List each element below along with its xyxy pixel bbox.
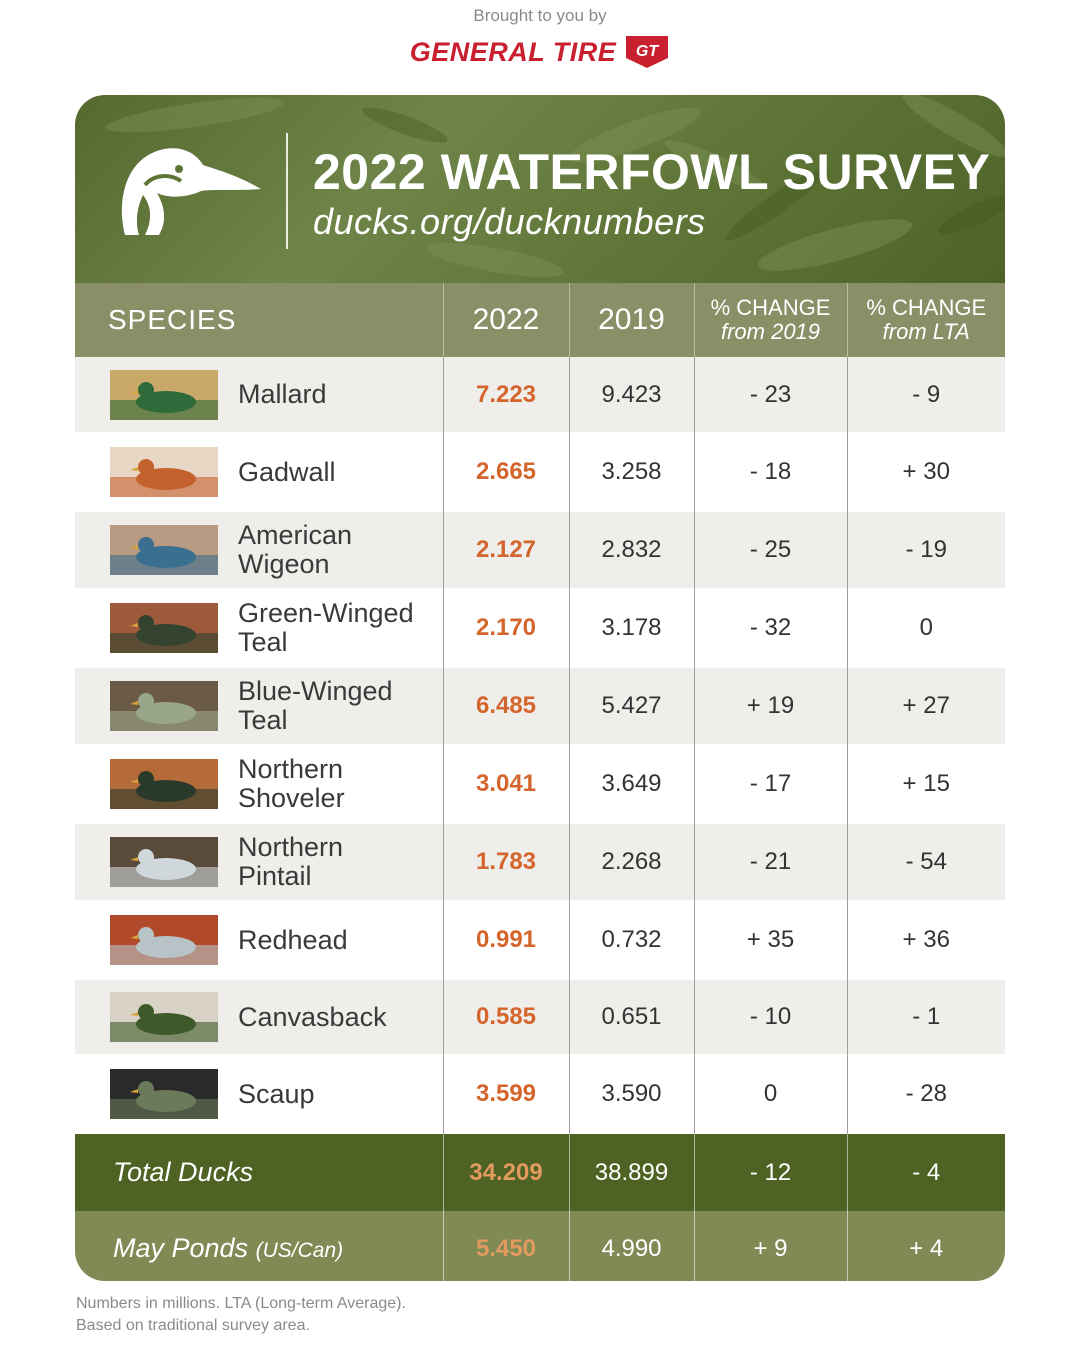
species-name-line-1: Northern — [238, 754, 344, 784]
species-name-line-1: Gadwall — [238, 456, 336, 487]
species-cell — [75, 1054, 443, 1134]
table-row — [75, 588, 1005, 668]
total-change-lta: - 4 — [847, 1134, 1005, 1211]
species-name — [238, 833, 343, 891]
value-2019: 0.732 — [569, 900, 694, 980]
change-from-2019: - 21 — [694, 824, 847, 900]
species-cell — [75, 980, 443, 1054]
change-from-2019: - 25 — [694, 512, 847, 588]
value-2022: 3.041 — [443, 744, 569, 824]
pintail-photo-icon — [110, 837, 218, 887]
col-header-species: SPECIES — [108, 304, 237, 335]
species-name — [238, 380, 327, 409]
change-from-2019: - 10 — [694, 980, 847, 1054]
may-ponds-row — [75, 1211, 1005, 1281]
species-cell — [75, 668, 443, 744]
change-from-2019: + 19 — [694, 668, 847, 744]
footnote-line-2: Based on traditional survey area. — [76, 1317, 310, 1334]
ponds-2022: 5.450 — [443, 1211, 569, 1281]
value-2022: 0.991 — [443, 900, 569, 980]
change-from-lta: - 19 — [847, 512, 1005, 588]
value-2022: 3.599 — [443, 1054, 569, 1134]
table-row — [75, 1054, 1005, 1134]
footnote-line-1: Numbers in millions. LTA (Long-term Average). — [76, 1295, 406, 1312]
ponds-label — [75, 1211, 443, 1281]
table-row — [75, 512, 1005, 588]
species-name-line-2: Teal — [238, 627, 288, 657]
value-2022: 2.170 — [443, 588, 569, 668]
change-from-lta: - 9 — [847, 357, 1005, 432]
change-from-2019: - 32 — [694, 588, 847, 668]
ponds-label-sub: (US/Can) — [255, 1239, 344, 1262]
col-header-change-2019-bottom: from 2019 — [720, 319, 821, 344]
shoveler-photo-icon — [110, 759, 218, 809]
value-2022: 7.223 — [443, 357, 569, 432]
gt-badge-text: GT — [636, 43, 659, 60]
species-name — [238, 521, 352, 579]
total-ducks-row — [75, 1134, 1005, 1211]
species-cell — [75, 357, 443, 432]
change-from-lta: - 28 — [847, 1054, 1005, 1134]
blue-winged-teal-photo-icon — [110, 681, 218, 731]
mallard-photo-icon — [110, 370, 218, 420]
species-name-line-1: Redhead — [238, 924, 348, 955]
species-name — [238, 755, 345, 813]
table-row — [75, 980, 1005, 1054]
species-name-line-2: Teal — [238, 705, 288, 735]
total-2022: 34.209 — [443, 1134, 569, 1211]
species-cell — [75, 432, 443, 512]
gadwall-photo-icon — [110, 447, 218, 497]
change-from-lta: 0 — [847, 588, 1005, 668]
survey-table — [75, 283, 1005, 1281]
change-from-2019: + 35 — [694, 900, 847, 980]
species-name-line-1: Canvasback — [238, 1001, 387, 1032]
value-2019: 2.268 — [569, 824, 694, 900]
species-name-line-2: Wigeon — [238, 549, 330, 579]
ponds-change-lta: + 4 — [847, 1211, 1005, 1281]
species-name-line-1: Green-Winged — [238, 598, 414, 628]
canvasback-photo-icon — [110, 992, 218, 1042]
value-2022: 2.665 — [443, 432, 569, 512]
value-2019: 9.423 — [569, 357, 694, 432]
value-2019: 3.590 — [569, 1054, 694, 1134]
value-2019: 3.649 — [569, 744, 694, 824]
wigeon-photo-icon — [110, 525, 218, 575]
change-from-lta: + 15 — [847, 744, 1005, 824]
general-tire-logo[interactable] — [0, 34, 1080, 70]
species-name-line-2: Pintail — [238, 861, 312, 891]
col-header-2022: 2022 — [443, 283, 569, 357]
species-name-line-1: Blue-Winged — [238, 676, 393, 706]
species-name — [238, 458, 336, 487]
change-from-2019: - 18 — [694, 432, 847, 512]
value-2019: 3.178 — [569, 588, 694, 668]
col-header-2019: 2019 — [569, 283, 694, 357]
gt-badge-icon — [624, 34, 670, 70]
value-2019: 2.832 — [569, 512, 694, 588]
change-from-2019: 0 — [694, 1054, 847, 1134]
ponds-change-2019: + 9 — [694, 1211, 847, 1281]
species-cell — [75, 512, 443, 588]
survey-card — [75, 95, 1005, 1281]
scaup-photo-icon — [110, 1069, 218, 1119]
value-2019: 0.651 — [569, 980, 694, 1054]
species-name — [238, 1003, 387, 1032]
brought-to-you-text: Brought to you by — [473, 6, 607, 25]
table-row — [75, 824, 1005, 900]
change-from-lta: - 54 — [847, 824, 1005, 900]
change-from-lta: + 36 — [847, 900, 1005, 980]
species-name-line-2: Shoveler — [238, 783, 345, 813]
change-from-lta: + 27 — [847, 668, 1005, 744]
value-2019: 3.258 — [569, 432, 694, 512]
total-label: Total Ducks — [113, 1157, 254, 1187]
value-2019: 5.427 — [569, 668, 694, 744]
col-header-change-2019-top: % CHANGE — [710, 295, 831, 320]
ponds-label-main: May Ponds — [113, 1233, 249, 1263]
species-name-line-1: Scaup — [238, 1078, 315, 1109]
species-cell — [75, 588, 443, 668]
redhead-photo-icon — [110, 915, 218, 965]
ponds-2019: 4.990 — [569, 1211, 694, 1281]
survey-url-link[interactable]: ducks.org/ducknumbers — [313, 201, 706, 242]
ducks-unlimited-logo-icon — [115, 145, 265, 241]
value-2022: 2.127 — [443, 512, 569, 588]
sponsor-block — [0, 6, 1080, 70]
table-row — [75, 744, 1005, 824]
species-cell — [75, 824, 443, 900]
species-name-line-1: American — [238, 520, 353, 550]
table-row — [75, 432, 1005, 512]
species-name — [238, 599, 414, 657]
col-header-change-lta-bottom: from LTA — [882, 319, 970, 344]
total-change-2019: - 12 — [694, 1134, 847, 1211]
change-from-lta: - 1 — [847, 980, 1005, 1054]
species-cell — [75, 900, 443, 980]
brand-name: GENERAL TIRE — [409, 36, 617, 67]
table-row — [75, 900, 1005, 980]
table-row — [75, 668, 1005, 744]
total-2019: 38.899 — [569, 1134, 694, 1211]
col-header-change-lta — [847, 283, 1005, 357]
table-row — [75, 357, 1005, 432]
change-from-2019: - 23 — [694, 357, 847, 432]
footnote — [76, 1293, 406, 1337]
value-2022: 6.485 — [443, 668, 569, 744]
green-winged-teal-photo-icon — [110, 603, 218, 653]
page-title: 2022 WATERFOWL SURVEY — [313, 144, 991, 200]
change-from-lta: + 30 — [847, 432, 1005, 512]
col-header-change-lta-top: % CHANGE — [866, 295, 987, 320]
change-from-2019: - 17 — [694, 744, 847, 824]
table-header-row — [75, 283, 1005, 357]
card-header — [75, 95, 1005, 283]
value-2022: 0.585 — [443, 980, 569, 1054]
species-name-line-1: Mallard — [238, 379, 327, 409]
species-cell — [75, 744, 443, 824]
species-name — [238, 926, 348, 955]
value-2022: 1.783 — [443, 824, 569, 900]
col-header-change-2019 — [694, 283, 847, 357]
species-name — [238, 1080, 315, 1109]
species-name — [238, 677, 393, 735]
header-divider — [286, 133, 288, 249]
species-name-line-1: Northern — [238, 832, 344, 862]
